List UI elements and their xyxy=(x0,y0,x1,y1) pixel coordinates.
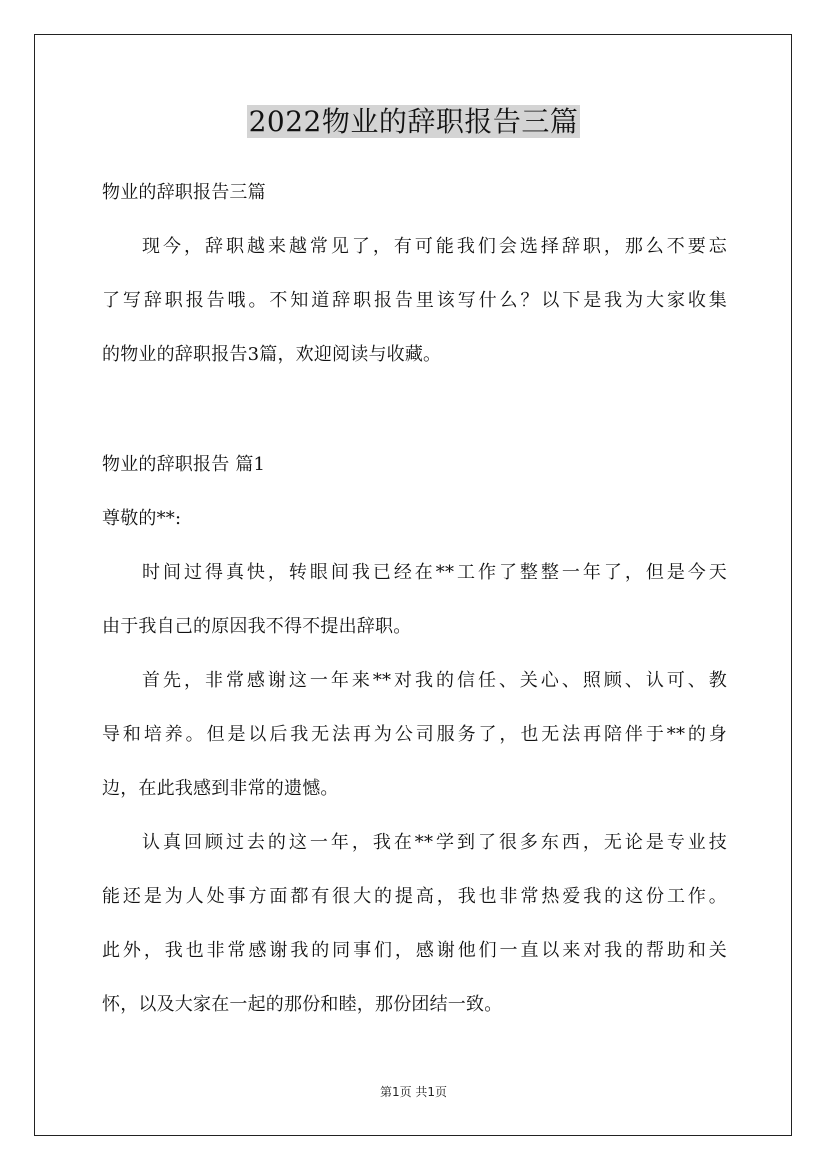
para3-line-1: 认真回顾过去的这一年，我在**学到了很多东西，无论是专业技 xyxy=(142,832,727,853)
para1-line-2: 由于我自己的原因我不得不提出辞职。 xyxy=(102,616,412,637)
document-title-text: 2022物业的辞职报告三篇 xyxy=(248,105,579,138)
page-footer: 第1页 共1页 xyxy=(379,1085,448,1099)
intro-line-2: 了写辞职报告哦。不知道辞职报告里该写什么？以下是我为大家收集 xyxy=(102,290,727,311)
para3-line-2: 能还是为人处事方面都有很大的提高，我也非常热爱我的这份工作。 xyxy=(102,886,727,907)
section-heading: 物业的辞职报告 篇1 xyxy=(102,454,266,475)
para3-line-4: 怀，以及大家在一起的那份和睦，那份团结一致。 xyxy=(102,994,503,1015)
intro-line-3: 的物业的辞职报告3篇，欢迎阅读与收藏。 xyxy=(102,344,442,365)
document-title xyxy=(0,100,827,144)
para2-line-1: 首先，非常感谢这一年来**对我的信任、关心、照顾、认可、教 xyxy=(142,670,727,691)
para3-line-3: 此外，我也非常感谢我的同事们，感谢他们一直以来对我的帮助和关 xyxy=(102,940,727,961)
salutation: 尊敬的**: xyxy=(102,508,182,529)
document-subtitle: 物业的辞职报告三篇 xyxy=(102,182,266,203)
para1-line-1: 时间过得真快，转眼间我已经在**工作了整整一年了，但是今天 xyxy=(142,562,727,583)
para2-line-2: 导和培养。但是以后我无法再为公司服务了，也无法再陪伴于**的身 xyxy=(102,724,727,745)
para2-line-3: 边，在此我感到非常的遗憾。 xyxy=(102,778,339,799)
intro-line-1: 现今，辞职越来越常见了，有可能我们会选择辞职，那么不要忘 xyxy=(142,236,727,257)
